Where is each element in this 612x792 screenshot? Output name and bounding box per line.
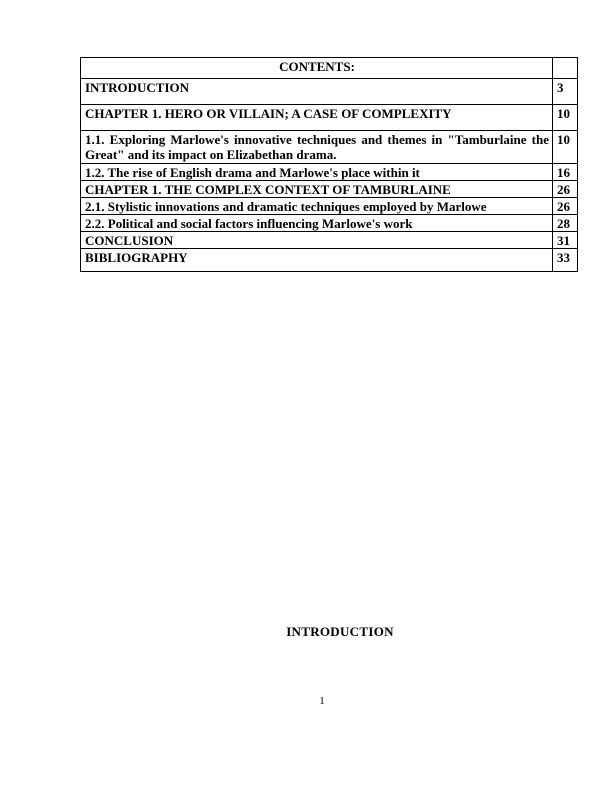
toc-page-number: 10	[553, 105, 578, 131]
toc-title: 2.2. Political and social factors influencing Marlowe's work	[81, 215, 553, 232]
toc-row	[81, 105, 578, 131]
toc-page-number: 16	[553, 164, 578, 181]
toc-row	[81, 79, 578, 105]
toc-title: CONCLUSION	[81, 232, 553, 249]
toc-row	[81, 232, 578, 249]
toc-page-number: 33	[553, 249, 578, 272]
toc-row	[81, 249, 578, 272]
toc-title: 1.2. The rise of English drama and Marlowe's place within it	[81, 164, 553, 181]
toc-title: INTRODUCTION	[81, 79, 553, 105]
toc-title: CHAPTER 1. THE COMPLEX CONTEXT OF TAMBURLAINE	[81, 181, 553, 198]
toc-page-number: 26	[553, 181, 578, 198]
page-number: 1	[319, 695, 325, 707]
toc-page-number: 26	[553, 198, 578, 215]
toc-row	[81, 181, 578, 198]
contents-header: CONTENTS:	[81, 58, 553, 79]
table-header-row	[81, 58, 578, 79]
contents-table	[80, 57, 578, 272]
toc-title: CHAPTER 1. HERO OR VILLAIN; A CASE OF COMPLEXITY	[81, 105, 553, 131]
section-heading: INTRODUCTION	[286, 624, 394, 639]
toc-row	[81, 131, 578, 164]
toc-title: 1.1. Exploring Marlowe's innovative techniques and themes in "Tamburlaine the Great" and its impact on Elizabethan drama.	[81, 131, 553, 164]
toc-title: 2.1. Stylistic innovations and dramatic techniques employed by Marlowe	[81, 198, 553, 215]
toc-row	[81, 164, 578, 181]
toc-page-number: 31	[553, 232, 578, 249]
toc-row	[81, 215, 578, 232]
toc-title: BIBLIOGRAPHY	[81, 249, 553, 272]
contents-header-page-cell	[553, 58, 578, 79]
toc-page-number: 3	[553, 79, 578, 105]
toc-row	[81, 198, 578, 215]
toc-page-number: 28	[553, 215, 578, 232]
toc-page-number: 10	[553, 131, 578, 164]
